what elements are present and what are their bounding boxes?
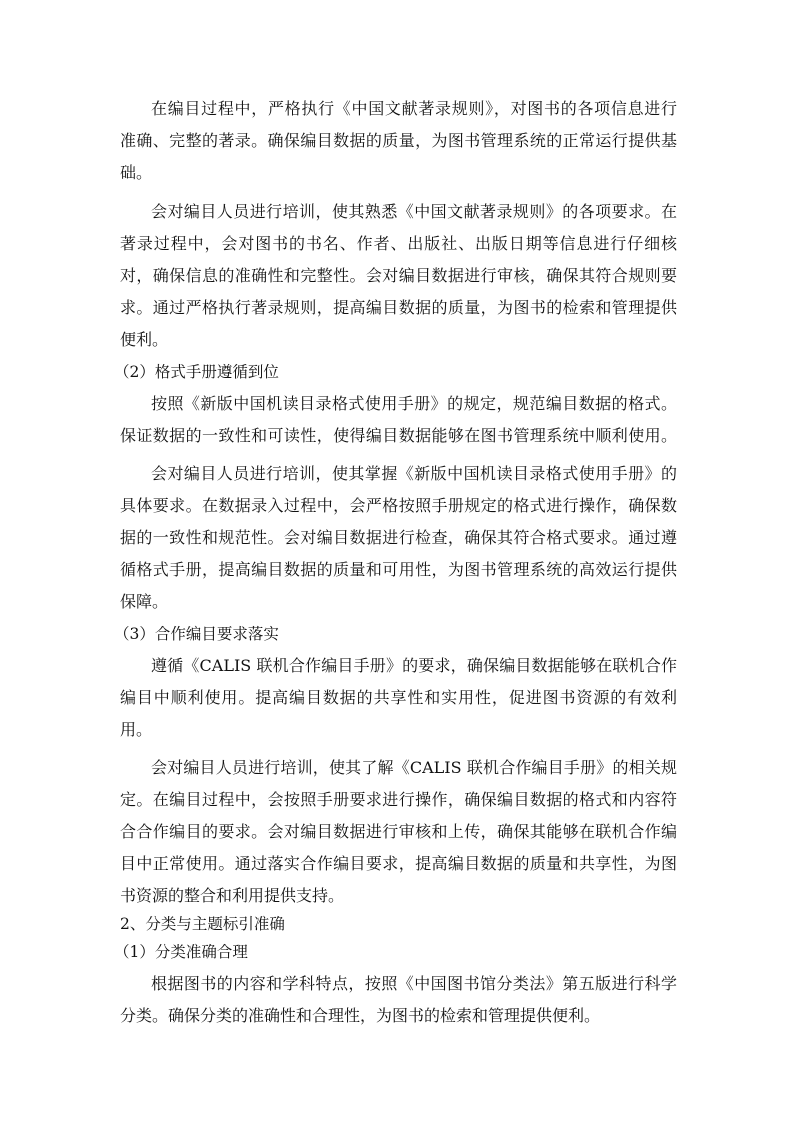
body-text-line: 合合作编目的要求。会对编目数据进行审核和上传，确保其能够在联机合作编: [120, 822, 677, 841]
body-text-line: 会对编目人员进行培训，使其熟悉《中国文献著录规则》的各项要求。在: [151, 202, 677, 221]
section-heading: 2、分类与主题标引准确: [120, 915, 285, 933]
section-heading: （2）格式手册遵循到位: [114, 363, 279, 381]
body-text-line: 用。: [120, 720, 153, 739]
body-text-line: 书资源的整合和利用提供支持。: [120, 886, 345, 905]
body-text-line: 准确、完整的著录。确保编目数据的质量，为图书管理系统的正常运行提供基: [120, 131, 677, 150]
body-text-line: 据的一致性和规范性。会对编目数据进行检查，确保其符合格式要求。通过遵: [120, 528, 677, 547]
body-text-line: 循格式手册，提高编目数据的质量和可用性，为图书管理系统的高效运行提供: [120, 560, 677, 579]
body-text-line: 对，确保信息的准确性和完整性。会对编目数据进行审核，确保其符合规则要: [120, 266, 677, 285]
body-text-line: 会对编目人员进行培训，使其了解《CALIS 联机合作编目手册》的相关规: [151, 758, 677, 777]
body-text-line: 求。通过严格执行著录规则，提高编目数据的质量，为图书的检索和管理提供: [120, 298, 677, 317]
body-text-line: 按照《新版中国机读目录格式使用手册》的规定，规范编目数据的格式。: [151, 394, 677, 413]
body-text-line: 著录过程中，会对图书的书名、作者、出版社、出版日期等信息进行仔细核: [120, 234, 677, 253]
body-text-line: 编目中顺利使用。提高编目数据的共享性和实用性，促进图书资源的有效利: [120, 688, 677, 707]
body-text-line: 根据图书的内容和学科特点，按照《中国图书馆分类法》第五版进行科学: [151, 974, 677, 993]
body-text-line: 保证数据的一致性和可读性，使得编目数据能够在图书管理系统中顺利使用。: [120, 426, 677, 445]
body-text-line: 会对编目人员进行培训，使其掌握《新版中国机读目录格式使用手册》的: [151, 464, 677, 483]
body-text-line: 在编目过程中，严格执行《中国文献著录规则》，对图书的各项信息进行: [151, 99, 677, 118]
body-text-line: 便利。: [120, 330, 169, 349]
body-text-line: 础。: [120, 163, 153, 182]
body-text-line: 目中正常使用。通过落实合作编目要求，提高编目数据的质量和共享性，为图: [120, 854, 677, 873]
body-text-line: 具体要求。在数据录入过程中，会严格按照手册规定的格式进行操作，确保数: [120, 496, 677, 515]
body-text-line: 分类。确保分类的准确性和合理性，为图书的检索和管理提供便利。: [120, 1006, 601, 1025]
body-text-line: 遵循《CALIS 联机合作编目手册》的要求，确保编目数据能够在联机合作: [151, 656, 677, 675]
body-text-line: 保障。: [120, 592, 169, 611]
subsection-heading: （1）分类准确合理: [114, 943, 248, 961]
body-text-line: 定。在编目过程中，会按照手册要求进行操作，确保编目数据的格式和内容符: [120, 790, 677, 809]
section-heading: （3）合作编目要求落实: [114, 625, 279, 643]
